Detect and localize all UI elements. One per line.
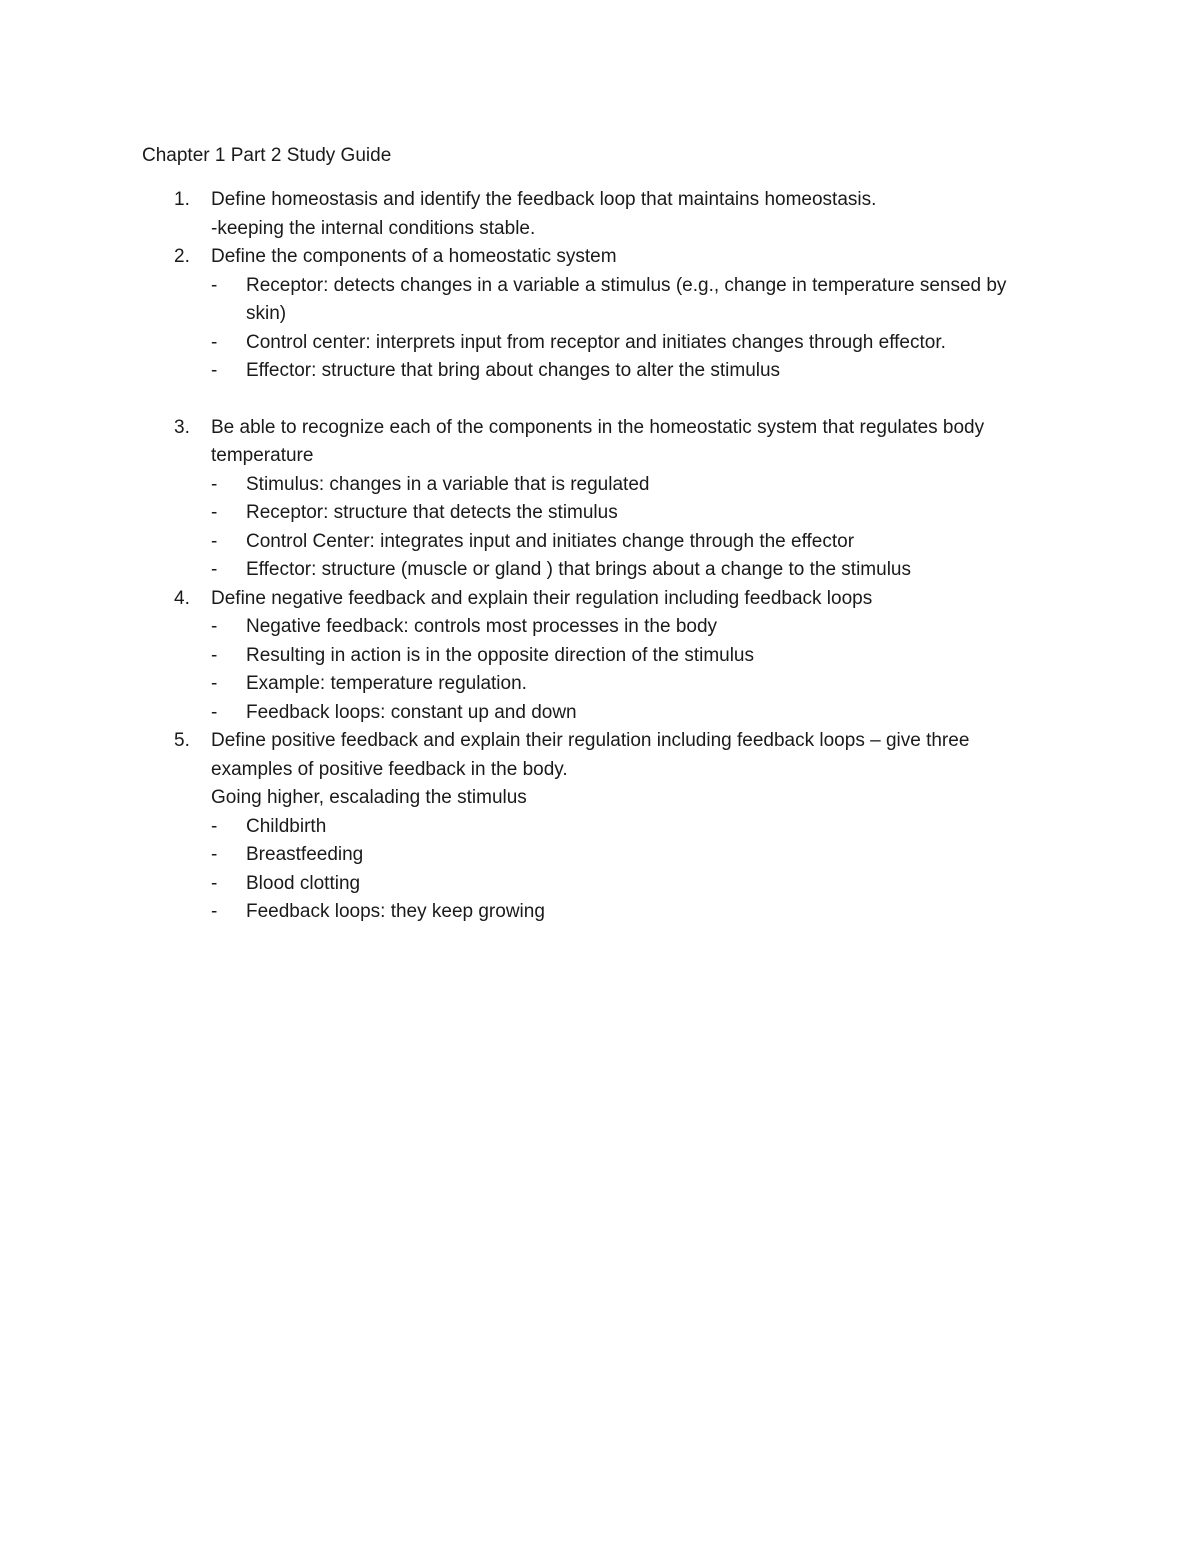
bullet-text: Resulting in action is in the opposite direction of the stimulus	[246, 644, 754, 666]
answer-bullet	[211, 272, 1042, 329]
bullet-text: Blood clotting	[246, 872, 361, 894]
bullet-text: Receptor: detects changes in a variable a stimulus (e.g., change in temperature sensed by skin)	[246, 274, 1007, 324]
answer-bullet	[211, 471, 1042, 500]
question-text: Define positive feedback and explain their regulation including feedback loops – give three examples of positive feedback in the body.	[211, 730, 970, 780]
answer-bullets	[211, 813, 1042, 927]
question-text: Define negative feedback and explain their regulation including feedback loops	[211, 587, 873, 609]
question-number: 1.	[174, 189, 190, 210]
answer-bullet	[211, 699, 1042, 728]
document-title: Chapter 1 Part 2 Study Guide	[142, 145, 392, 166]
answer-bullet	[211, 499, 1042, 528]
dash-marker: -	[211, 844, 218, 865]
dash-marker: -	[211, 559, 218, 580]
dash-marker: -	[211, 360, 218, 381]
question-list	[142, 186, 1042, 927]
dash-marker: -	[211, 473, 218, 495]
bullet-text: Childbirth	[246, 815, 327, 837]
answer-note: -keeping the internal conditions stable.	[211, 217, 536, 239]
answer-bullets	[211, 471, 1042, 585]
question-text: Define homeostasis and identify the feedback loop that maintains homeostasis.	[211, 189, 877, 210]
bullet-text: Stimulus: changes in a variable that is regulated	[246, 473, 650, 495]
bullet-text: Effector: structure (muscle or gland ) that brings about a change to the stimulus	[246, 559, 911, 580]
bullet-text: Control center: interprets input from receptor and initiates changes through effector.	[246, 331, 946, 353]
answer-bullet	[211, 870, 1042, 899]
question-number: 5.	[174, 730, 190, 751]
question-text: Be able to recognize each of the components in the homeostatic system that regulates body temperature	[211, 416, 985, 466]
dash-marker: -	[211, 274, 218, 296]
dash-marker: -	[211, 331, 218, 353]
answer-bullet	[211, 898, 1042, 927]
answer-bullet	[211, 357, 1042, 386]
bullet-text: Feedback loops: constant up and down	[246, 701, 577, 723]
answer-bullets	[211, 272, 1042, 386]
question-4	[142, 585, 1042, 728]
dash-marker: -	[211, 701, 218, 723]
answer-bullets	[211, 613, 1042, 727]
bullet-text: Feedback loops: they keep growing	[246, 901, 545, 922]
bullet-text: Control Center: integrates input and initiates change through the effector	[246, 530, 855, 552]
dash-marker: -	[211, 901, 218, 922]
dash-marker: -	[211, 872, 218, 894]
dash-marker: -	[211, 502, 218, 523]
answer-note: Going higher, escalading the stimulus	[211, 787, 527, 808]
bullet-text: Effector: structure that bring about changes to alter the stimulus	[246, 360, 781, 381]
dash-marker: -	[211, 815, 218, 837]
question-number: 2.	[174, 246, 190, 267]
dash-marker: -	[211, 616, 218, 637]
question-3	[142, 414, 1042, 585]
answer-bullet	[211, 556, 1042, 585]
bullet-text: Receptor: structure that detects the stimulus	[246, 502, 618, 523]
bullet-text: Breastfeeding	[246, 844, 364, 865]
dash-marker: -	[211, 530, 218, 552]
question-2	[142, 243, 1042, 386]
question-5	[142, 727, 1042, 927]
answer-bullet	[211, 613, 1042, 642]
answer-bullet	[211, 528, 1042, 557]
dash-marker: -	[211, 644, 218, 666]
answer-bullet	[211, 329, 1042, 358]
answer-bullet	[211, 841, 1042, 870]
dash-marker: -	[211, 673, 218, 694]
question-1	[142, 186, 1042, 243]
answer-bullet	[211, 642, 1042, 671]
answer-bullet	[211, 813, 1042, 842]
bullet-text: Negative feedback: controls most processes in the body	[246, 616, 718, 637]
question-number: 4.	[174, 587, 190, 609]
bullet-text: Example: temperature regulation.	[246, 673, 527, 694]
answer-bullet	[211, 670, 1042, 699]
question-number: 3.	[174, 416, 190, 438]
question-text: Define the components of a homeostatic system	[211, 246, 617, 267]
